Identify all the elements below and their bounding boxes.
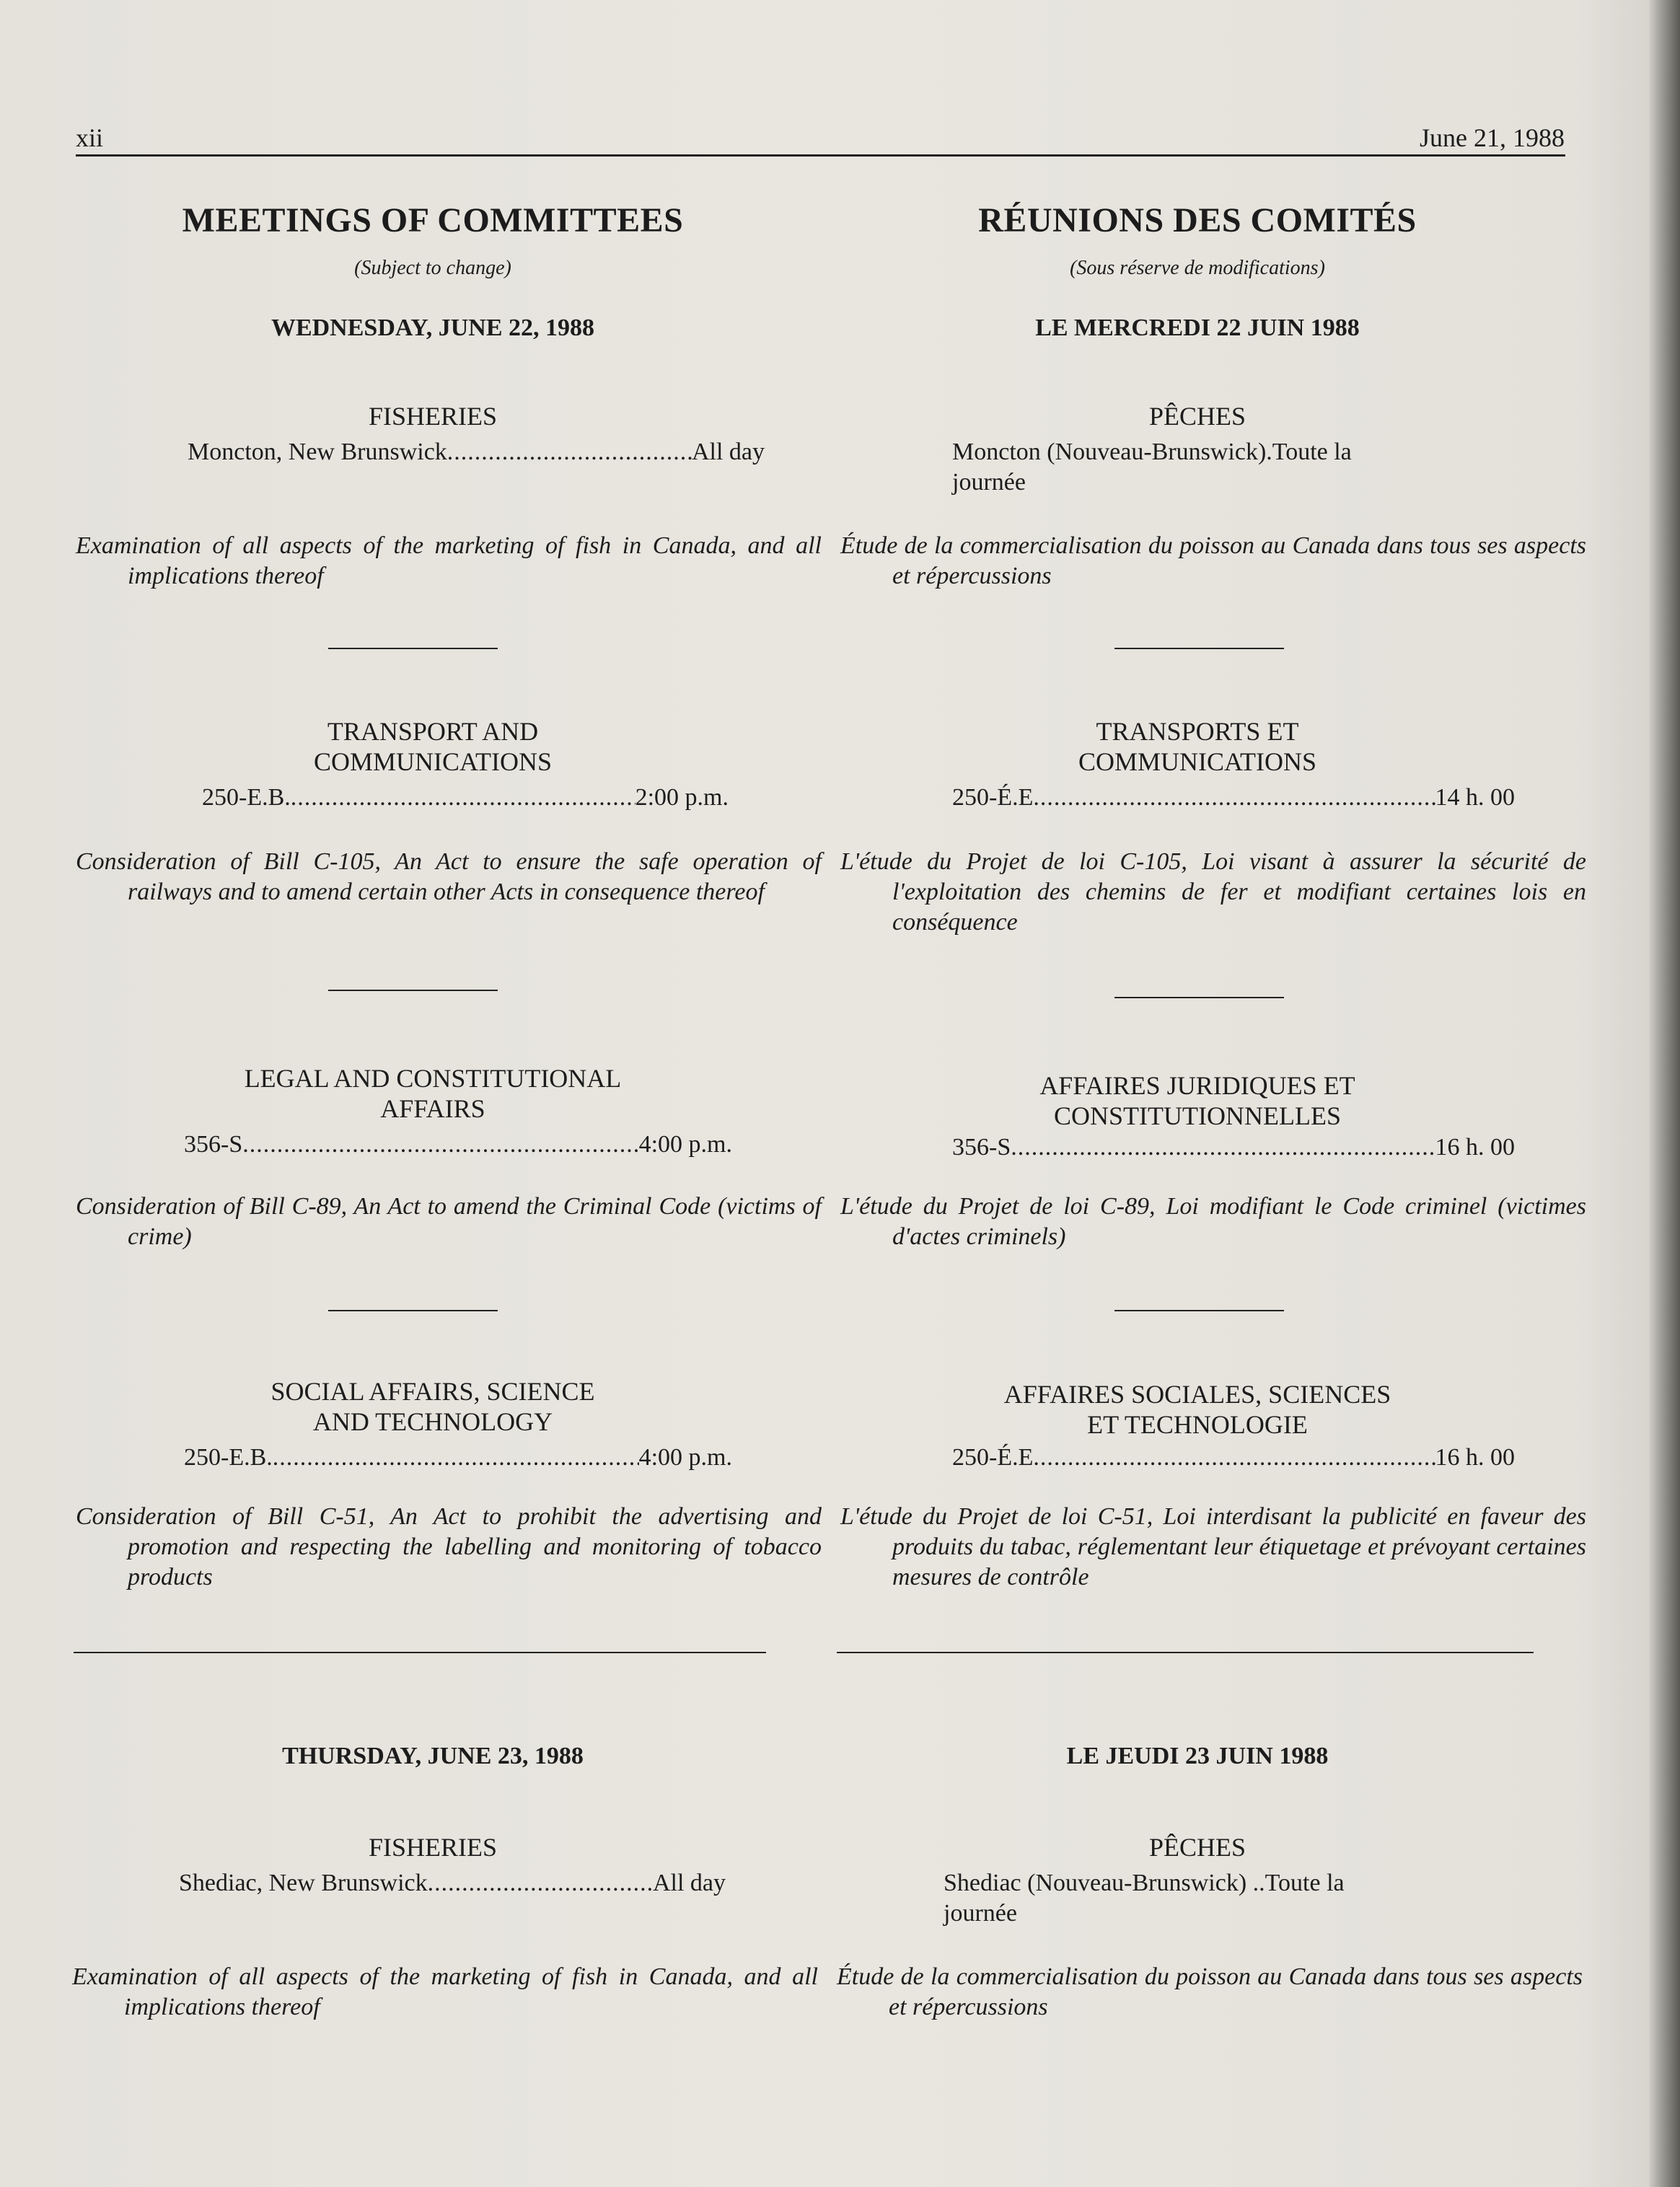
- dot-leader: .: [1266, 439, 1272, 465]
- meeting-subject: Étude de la commercialisation du poisson au Canada dans tous ses aspects et répercussions: [837, 1963, 1583, 2020]
- meeting-room: 356-S: [184, 1131, 243, 1158]
- column-note: (Subject to change): [354, 257, 511, 279]
- meeting-room: 250-É.E: [952, 1444, 1034, 1471]
- column-title: MEETINGS OF COMMITTEES: [182, 201, 684, 239]
- dot-leader: [242, 1130, 638, 1160]
- committee-name: SOCIAL AFFAIRS, SCIENCE: [271, 1377, 595, 1406]
- committee-name: AFFAIRES SOCIALES, SCIENCES: [1003, 1380, 1391, 1409]
- committee-name: TRANSPORT AND: [327, 717, 539, 746]
- page-number: xii: [76, 123, 104, 152]
- committee-name: FISHERIES: [368, 1833, 498, 1862]
- meeting-location-line: [188, 437, 765, 467]
- section-rule: [1114, 997, 1284, 998]
- section-rule: [328, 648, 498, 649]
- meeting-date: LE MERCREDI 22 JUIN 1988: [1035, 314, 1360, 341]
- meeting-subject: Examination of all aspects of the marketing of fish in Canada, and all implications thereof: [72, 1963, 818, 2020]
- meeting-room: 250-E.B.: [202, 784, 291, 811]
- meeting-room: Shediac (Nouveau-Brunswick): [944, 1870, 1247, 1896]
- day-separator-rule: [837, 1652, 1534, 1653]
- meeting-room: 250-E.B.: [184, 1444, 273, 1471]
- dot-leader: [291, 783, 636, 813]
- meeting-time: All day: [691, 439, 765, 465]
- meeting-time: 16 h. 00: [1435, 1444, 1515, 1471]
- dot-leader: [447, 437, 692, 467]
- section-rule: [1114, 1310, 1284, 1311]
- meeting-time-line2: journée: [944, 1900, 1017, 1927]
- meeting-date: LE JEUDI 23 JUIN 1988: [1066, 1743, 1329, 1769]
- meeting-time: 2:00 p.m.: [635, 784, 729, 811]
- meeting-room: 356-S: [952, 1134, 1011, 1161]
- committee-name: FISHERIES: [368, 402, 498, 431]
- meeting-location-line: [952, 437, 1457, 498]
- section-rule: [328, 1310, 498, 1311]
- meeting-location-line: [202, 783, 729, 813]
- meeting-time-line2: journée: [952, 469, 1026, 496]
- meeting-time: 4:00 p.m.: [638, 1444, 732, 1471]
- meeting-room: Moncton, New Brunswick: [188, 439, 447, 465]
- meeting-subject: Consideration of Bill C-89, An Act to amend the Criminal Code (victims of crime): [76, 1193, 822, 1250]
- meeting-location-line: [944, 1868, 1448, 1929]
- committee-name: AFFAIRES JURIDIQUES ET: [1039, 1071, 1355, 1100]
- column-title: RÉUNIONS DES COMITÉS: [978, 201, 1417, 239]
- committee-name-line2: ET TECHNOLOGIE: [1087, 1410, 1308, 1439]
- header-rule: [76, 154, 1565, 157]
- meeting-subject: Consideration of Bill C-51, An Act to prohibit the advertising and promotion and respecting the labelling and monitoring of tobacco products: [76, 1503, 822, 1590]
- meeting-date: WEDNESDAY, JUNE 22, 1988: [271, 314, 595, 341]
- meeting-subject: L'étude du Projet de loi C-51, Loi interdisant la publicité en faveur des produits du tabac, réglementant leur étiquetage et prévoyant certaines mesures de contrôle: [840, 1503, 1586, 1590]
- committee-name: PÊCHES: [1148, 1833, 1246, 1862]
- meeting-location-line: [952, 1443, 1515, 1473]
- meeting-time: 14 h. 00: [1435, 784, 1515, 811]
- committee-name-line2: AFFAIRS: [380, 1094, 485, 1123]
- meeting-subject: Consideration of Bill C-105, An Act to ensure the safe operation of railways and to amend certain other Acts in consequence thereof: [76, 848, 822, 905]
- meeting-location-line: [179, 1868, 726, 1898]
- committee-name: PÊCHES: [1148, 402, 1246, 431]
- meeting-subject: L'étude du Projet de loi C-105, Loi visant à assurer la sécurité de l'exploitation des chemins de fer et modifiant certaines lois en conséquence: [840, 848, 1586, 936]
- section-rule: [328, 990, 498, 991]
- committee-name-line2: AND TECHNOLOGY: [312, 1407, 553, 1436]
- meeting-time: 16 h. 00: [1435, 1134, 1515, 1161]
- meeting-location-line: [952, 783, 1515, 813]
- meeting-date: THURSDAY, JUNE 23, 1988: [282, 1743, 584, 1769]
- dot-leader: ..: [1246, 1870, 1265, 1896]
- dot-leader: [428, 1868, 653, 1898]
- dot-leader: [1033, 783, 1435, 813]
- committee-name: TRANSPORTS ET: [1096, 717, 1299, 746]
- committee-name: LEGAL AND CONSTITUTIONAL: [244, 1064, 622, 1093]
- meeting-time: All day: [652, 1870, 726, 1896]
- meeting-location-line: [184, 1443, 732, 1473]
- section-rule: [1114, 648, 1284, 649]
- committee-name-line2: COMMUNICATIONS: [1078, 747, 1317, 776]
- dot-leader: [1011, 1132, 1435, 1163]
- meeting-subject: Étude de la commercialisation du poisson au Canada dans tous ses aspects et répercussions: [840, 532, 1586, 589]
- meeting-subject: L'étude du Projet de loi C-89, Loi modifiant le Code criminel (victimes d'actes criminels): [840, 1193, 1586, 1250]
- meeting-time: 4:00 p.m.: [638, 1131, 732, 1158]
- committee-name-line2: CONSTITUTIONNELLES: [1054, 1101, 1341, 1130]
- meeting-room: Moncton (Nouveau-Brunswick): [952, 439, 1267, 465]
- book-spine-shadow: [1649, 0, 1680, 2187]
- meeting-subject: Examination of all aspects of the marketing of fish in Canada, and all implications thereof: [76, 532, 822, 589]
- meeting-room: 250-É.E: [952, 784, 1034, 811]
- column-note: (Sous réserve de modifications): [1070, 257, 1325, 279]
- committee-name-line2: COMMUNICATIONS: [313, 747, 553, 776]
- meeting-room: Shediac, New Brunswick: [179, 1870, 428, 1896]
- meeting-location-line: [184, 1130, 732, 1160]
- meeting-time: Toute la: [1265, 1870, 1345, 1896]
- dot-leader: [273, 1443, 639, 1473]
- dot-leader: [1033, 1443, 1435, 1473]
- page-date: June 21, 1988: [1420, 123, 1565, 152]
- day-separator-rule: [74, 1652, 766, 1653]
- meeting-time: Toute la: [1272, 439, 1352, 465]
- meeting-location-line: [952, 1132, 1515, 1163]
